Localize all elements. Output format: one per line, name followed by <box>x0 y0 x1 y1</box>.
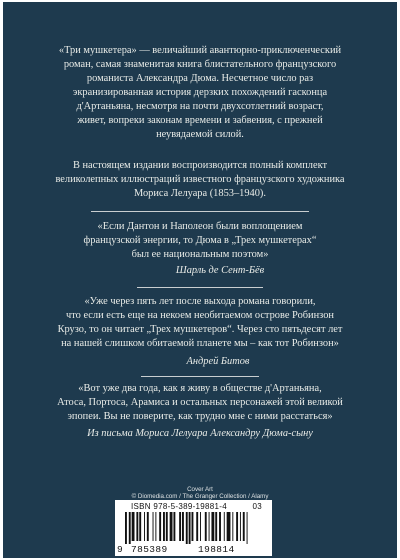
barcode-bar <box>147 512 149 541</box>
barcode-bar <box>186 512 188 544</box>
barcode-bars <box>125 512 270 544</box>
barcode-bar <box>200 512 201 541</box>
quote-author: Из письма Мориса Лелуара Александру Дюма-сыну <box>87 428 313 439</box>
barcode-bar <box>163 512 165 541</box>
quote-line: что если есть еще на некоем необитаемом острове Робинзон <box>66 310 334 321</box>
barcode-digit-group: 198814 <box>198 544 235 555</box>
barcode-digit-first: 9 <box>117 544 124 555</box>
intro-line: неувядаемой силой. <box>156 129 244 140</box>
barcode-bar <box>219 512 221 541</box>
barcode-bar <box>224 512 225 541</box>
quote-line: Крузо, то он читает „Трех мушкетеров“. Через сто пятьдесят лет <box>57 324 343 335</box>
separator-line <box>141 376 259 377</box>
barcode-bar <box>139 512 141 541</box>
intro-line: роман, самая знаменитая книга блистательного французского <box>63 59 337 70</box>
price-code: 03 <box>252 502 262 511</box>
isbn-barcode <box>115 500 272 556</box>
quote-line: эпопеи. Вы не поверите, как трудно мне с ними расстаться» <box>67 411 333 422</box>
barcode-bar <box>173 512 175 541</box>
barcode-bar <box>192 512 194 541</box>
barcode-bar <box>189 512 191 544</box>
barcode-bar <box>215 512 217 541</box>
barcode-bar <box>232 512 233 541</box>
isbn-text <box>131 502 268 511</box>
quote-line: «Если Дантон и Наполеон были воплощением <box>97 221 303 232</box>
separator-line <box>91 211 309 212</box>
barcode-digit-group: 785389 <box>131 544 168 555</box>
quote-line: «Уже через пять лет после выхода романа говорили, <box>84 296 316 307</box>
barcode-bar <box>247 512 248 544</box>
separator-line <box>137 287 263 288</box>
quote-line: был ее национальным поэтом» <box>131 249 269 260</box>
edition-line: Мориса Лелуара (1853–1940). <box>133 188 266 199</box>
barcode-bar <box>129 512 131 544</box>
edition-line: В настоящем издании воспроизводится полный комплект <box>72 160 328 171</box>
barcode-bar <box>196 512 198 541</box>
barcode-bar <box>155 512 156 541</box>
barcode-bar <box>132 512 135 541</box>
intro-line: экранизированная история дерзких похождений гасконца <box>72 87 328 98</box>
barcode-bar <box>125 512 127 544</box>
quote-line: французской энергии, то Дюма в „Трех мушкетерах“ <box>83 235 317 246</box>
barcode-bar <box>227 512 231 541</box>
barcode-bar <box>182 512 184 541</box>
barcode-bar <box>170 512 173 541</box>
edition-line: великолепных иллюстраций известного французского художника <box>55 174 345 185</box>
barcode-bar <box>205 512 207 541</box>
barcode-bar <box>159 512 161 541</box>
intro-line: д'Артаньяна, несмотря на почти двухсотлетний возраст, <box>76 101 324 112</box>
quote-line: «Вот уже два года, как я живу в обществе д'Артаньяна, <box>78 383 322 394</box>
intro-line: романиста Александра Дюма. Несчетное число раз <box>86 73 314 84</box>
barcode-bar <box>166 512 168 541</box>
barcode-bar <box>144 512 145 541</box>
quote-author: Шарль де Сент-Бёв <box>175 265 265 276</box>
barcode-bar <box>236 512 238 541</box>
quote-line: на нашей слишком обитаемой планете мы – как тот Робинзон» <box>61 338 339 349</box>
back-cover <box>3 2 397 558</box>
intro-line: живет, вопреки законам времени и забвения, с прежней <box>77 115 323 126</box>
barcode-bar <box>209 512 210 541</box>
barcode-bar <box>240 512 241 541</box>
barcode-bar <box>153 512 154 541</box>
barcode-bar <box>211 512 214 541</box>
cover-art-title: Cover Art <box>187 486 213 493</box>
quote-line: Атоса, Портоса, Арамиса и остальных персонажей этой великой <box>57 397 343 408</box>
cover-art-credit: © Diomedia.com / The Granger Collection / Alamy <box>131 493 269 500</box>
barcode-bar <box>136 512 138 541</box>
barcode-bar <box>179 512 181 541</box>
intro-line: «Три мушкетера» — величайший авантюрно-приключенческий <box>58 45 342 56</box>
quote-author: Андрей Битов <box>186 356 250 367</box>
barcode-bar <box>243 512 245 541</box>
isbn-number: ISBN 978-5-389-19881-4 <box>131 502 227 511</box>
